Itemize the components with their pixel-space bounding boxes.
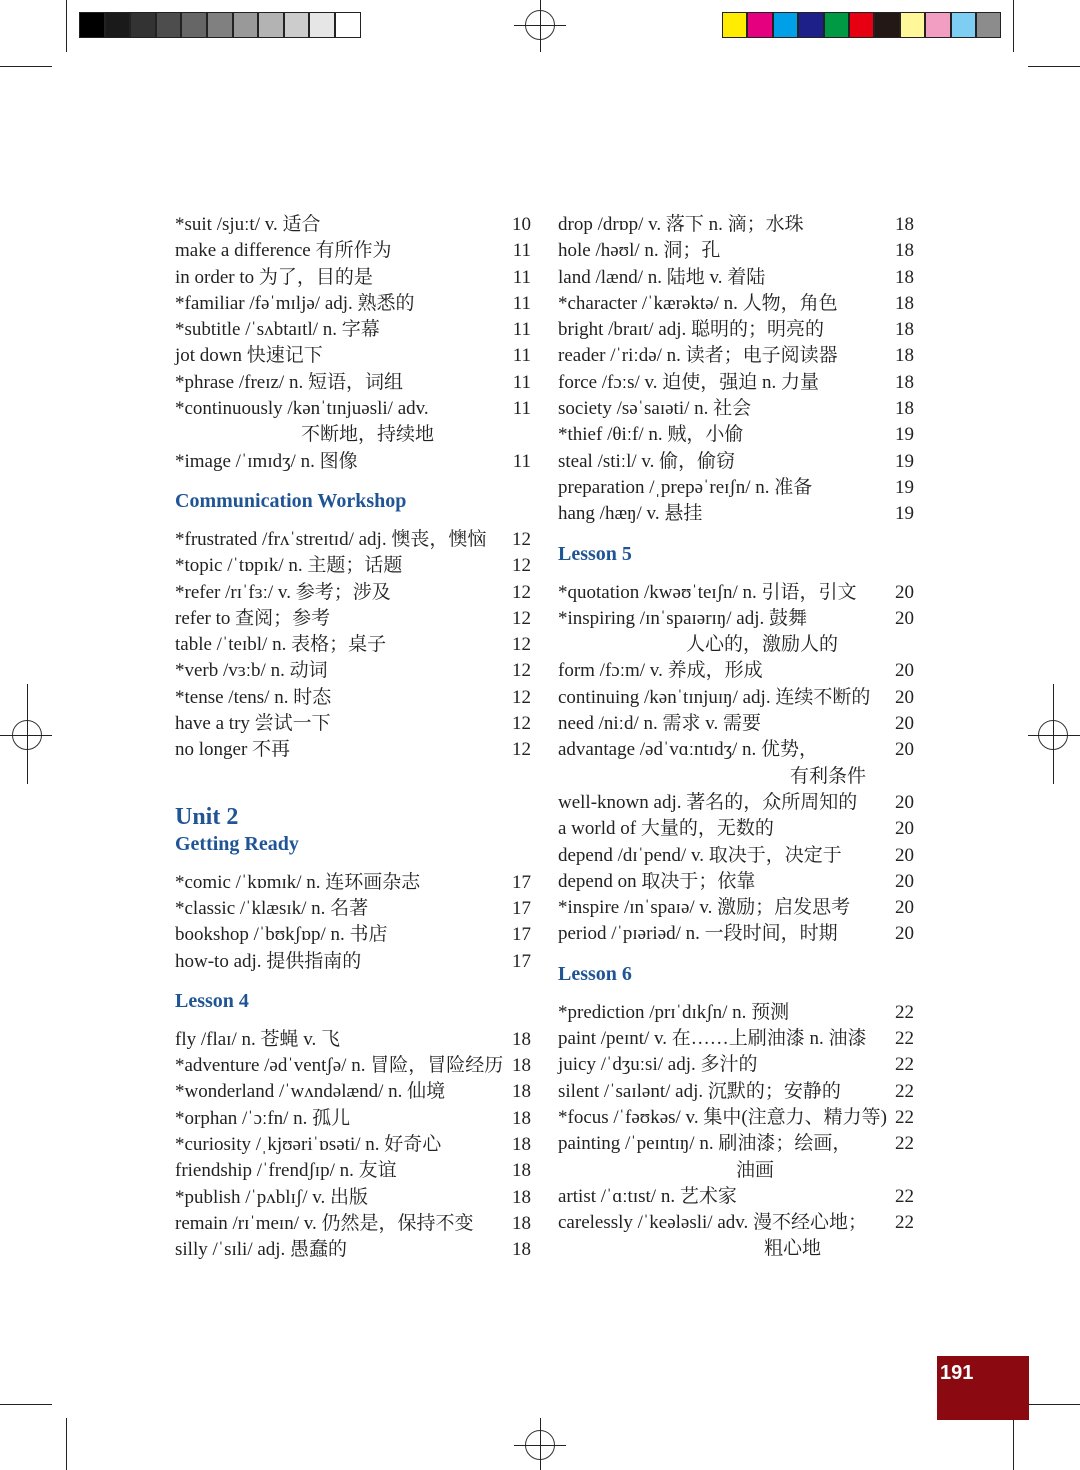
- glossary-entry: [175, 737, 531, 763]
- color-swatch: [900, 12, 925, 38]
- spacer: [558, 528, 914, 541]
- glossary-entry: [558, 1210, 914, 1236]
- page-ref: 17: [512, 950, 531, 972]
- spacer: [175, 975, 531, 988]
- glossary-entry: [558, 790, 914, 816]
- glossary-entry: [175, 1237, 531, 1263]
- crop-mark: [0, 66, 52, 67]
- glossary-entry: [175, 212, 531, 238]
- page-ref: 18: [512, 1107, 531, 1129]
- entry-text: painting /ˈpeɪntɪŋ/ n. 刷油漆；绘画，: [558, 1133, 852, 1155]
- page-ref: 12: [512, 555, 531, 577]
- entry-text: depend /dɪˈpend/ v. 取决于，决定于: [558, 844, 842, 866]
- entry-text: 有利条件: [790, 765, 867, 787]
- section-heading: Lesson 4: [175, 989, 249, 1012]
- page-ref: 11: [512, 371, 531, 393]
- entry-text: society /səˈsaɪəti/ n. 社会: [558, 398, 752, 420]
- entry-text: friendship /ˈfrendʃɪp/ n. 友谊: [175, 1160, 397, 1182]
- entry-text: *refer /rɪˈfɜː/ v. 参考；涉及: [175, 581, 391, 603]
- spacer: [175, 475, 531, 488]
- glossary-left-column: [175, 212, 531, 1264]
- page-ref: 12: [512, 607, 531, 629]
- glossary-entry: [558, 343, 914, 369]
- entry-text: *verb /vɜːb/ n. 动词: [175, 660, 328, 682]
- page-ref: 12: [512, 686, 531, 708]
- entry-text: continuing /kənˈtɪnjuɪŋ/ adj. 连续不断的: [558, 686, 871, 708]
- page-ref: 11: [512, 240, 531, 262]
- glossary-entry: [175, 1185, 531, 1211]
- glossary-entry: [558, 658, 914, 684]
- glossary-entry: [175, 291, 531, 317]
- crop-mark: [0, 1404, 52, 1405]
- section-heading: Getting Ready: [175, 832, 299, 855]
- entry-text: 粗心地: [764, 1238, 822, 1260]
- glossary-entry-continuation: [558, 632, 914, 658]
- page-ref: 11: [512, 345, 531, 367]
- spacer: [558, 567, 914, 580]
- glossary-entry: [175, 870, 531, 896]
- color-swatch: [722, 12, 747, 38]
- color-swatch: [824, 12, 849, 38]
- color-swatch: [130, 12, 156, 38]
- page-ref: 18: [512, 1081, 531, 1103]
- page-ref: 18: [512, 1160, 531, 1182]
- page-ref: 18: [512, 1028, 531, 1050]
- entry-text: *focus /ˈfəʊkəs/ v. 集中(注意力、精力等): [558, 1106, 887, 1128]
- glossary-entry: [558, 921, 914, 947]
- glossary-entry: [558, 238, 914, 264]
- page-ref: 11: [512, 398, 531, 420]
- glossary-entry-continuation: [558, 1158, 914, 1184]
- page-ref: 18: [895, 266, 914, 288]
- glossary-entry: [558, 1000, 914, 1026]
- registration-line: [27, 684, 28, 784]
- page-ref: 22: [895, 1054, 914, 1076]
- page-ref: 20: [895, 818, 914, 840]
- page-ref: 22: [895, 1028, 914, 1050]
- glossary-entry: [558, 422, 914, 448]
- entry-text: how-to adj. 提供指南的: [175, 950, 362, 972]
- entry-text: *thief /θiːf/ n. 贼，小偷: [558, 424, 744, 446]
- page-ref: 20: [895, 923, 914, 945]
- glossary-entry: [175, 632, 531, 658]
- entry-text: *comic /ˈkɒmɪk/ n. 连环画杂志: [175, 871, 421, 893]
- entry-text: *continuously /kənˈtɪnjuəsli/ adv.: [175, 398, 429, 420]
- entry-text: a world of 大量的，无数的: [558, 818, 774, 840]
- entry-text: make a difference 有所作为: [175, 240, 392, 262]
- page-ref: 11: [512, 266, 531, 288]
- page-ref: 18: [512, 1055, 531, 1077]
- page-ref: 20: [895, 897, 914, 919]
- page-ref: 18: [512, 1239, 531, 1261]
- glossary-entry: [175, 1053, 531, 1079]
- glossary-entry: [558, 1026, 914, 1052]
- page-ref: 20: [895, 870, 914, 892]
- glossary-entry: [558, 711, 914, 737]
- color-swatch: [976, 12, 1001, 38]
- page-ref: 20: [895, 713, 914, 735]
- entry-text: *topic /ˈtɒpɪk/ n. 主题；话题: [175, 555, 403, 577]
- entry-text: *adventure /ədˈventʃə/ n. 冒险，冒险经历: [175, 1055, 504, 1077]
- entry-text: table /ˈteɪbl/ n. 表格；桌子: [175, 634, 387, 656]
- color-swatch: [284, 12, 310, 38]
- glossary-entry: [558, 869, 914, 895]
- entry-text: 人心的，激励人的: [686, 634, 839, 656]
- page-ref: 17: [512, 871, 531, 893]
- glossary-entry-continuation: [558, 764, 914, 790]
- entry-text: refer to 查阅；参考: [175, 607, 331, 629]
- entry-text: *image /ˈɪmɪdʒ/ n. 图像: [175, 450, 358, 472]
- entry-text: *frustrated /frʌˈstreɪtɪd/ adj. 懊丧，懊恼: [175, 528, 487, 550]
- entry-text: *character /ˈkærəktə/ n. 人物，角色: [558, 292, 838, 314]
- unit-title: Unit 2: [175, 803, 239, 830]
- page-ref: 20: [895, 739, 914, 761]
- entry-text: *publish /ˈpʌblɪʃ/ v. 出版: [175, 1186, 368, 1208]
- page-ref: 19: [895, 450, 914, 472]
- entry-text: 油画: [736, 1159, 775, 1181]
- glossary-entry: [558, 1052, 914, 1078]
- glossary-entry: [175, 396, 531, 422]
- color-swatch: [309, 12, 335, 38]
- page-ref: 18: [895, 292, 914, 314]
- entry-text: jot down 快速记下: [175, 345, 323, 367]
- page-ref: 20: [895, 660, 914, 682]
- glossary-entry: [175, 685, 531, 711]
- glossary-entry: [175, 238, 531, 264]
- glossary-entry: [558, 265, 914, 291]
- glossary-entry: [175, 922, 531, 948]
- entry-text: hole /həʊl/ n. 洞；孔: [558, 240, 721, 262]
- entry-text: remain /rɪˈmeɪn/ v. 仍然是，保持不变: [175, 1212, 474, 1234]
- page-ref: 18: [895, 345, 914, 367]
- page-ref: 18: [895, 214, 914, 235]
- page-ref: 22: [895, 1185, 914, 1207]
- page-ref: 18: [512, 1186, 531, 1208]
- page-ref: 20: [895, 791, 914, 813]
- glossary-entry: [558, 816, 914, 842]
- entry-text: bookshop /ˈbʊkʃɒp/ n. 书店: [175, 924, 388, 946]
- spacer: [558, 987, 914, 1000]
- page-ref: 22: [895, 1080, 914, 1102]
- glossary-entry: [558, 317, 914, 343]
- glossary-entry: [175, 711, 531, 737]
- registration-line: [540, 0, 541, 52]
- glossary-entry: [175, 1132, 531, 1158]
- entry-text: need /niːd/ n. 需求 v. 需要: [558, 713, 761, 735]
- entry-text: *quotation /kwəʊˈteɪʃn/ n. 引语，引文: [558, 581, 857, 603]
- page-ref: 17: [512, 924, 531, 946]
- glossary-entry: [175, 658, 531, 684]
- glossary-entry: [175, 580, 531, 606]
- entry-text: hang /hæŋ/ v. 悬挂: [558, 503, 703, 525]
- glossary-entry: [175, 1106, 531, 1132]
- glossary-entry: [558, 475, 914, 501]
- glossary-entry: [558, 1079, 914, 1105]
- page-ref: 22: [895, 1106, 914, 1128]
- glossary-entry: [558, 449, 914, 475]
- entry-text: *curiosity /ˌkjʊəriˈɒsəti/ n. 好奇心: [175, 1134, 442, 1156]
- entry-text: silent /ˈsaɪlənt/ adj. 沉默的；安静的: [558, 1080, 841, 1102]
- glossary-entry: [558, 1184, 914, 1210]
- glossary-entry: [558, 396, 914, 422]
- page-ref: 18: [895, 398, 914, 420]
- glossary-entry: [558, 895, 914, 921]
- section-heading: Communication Workshop: [175, 489, 407, 512]
- page-ref: 18: [512, 1134, 531, 1156]
- glossary-entry: [558, 501, 914, 527]
- glossary-entry: [175, 343, 531, 369]
- color-swatch: [79, 12, 105, 38]
- color-swatch: [747, 12, 772, 38]
- glossary-entry: [175, 265, 531, 291]
- page-ref: 20: [895, 686, 914, 708]
- entry-text: depend on 取决于；依靠: [558, 870, 756, 892]
- section-heading: Lesson 6: [558, 962, 632, 985]
- page-ref: 12: [512, 581, 531, 603]
- color-swatch: [181, 12, 207, 38]
- glossary-entry: [558, 606, 914, 632]
- color-swatch: [951, 12, 976, 38]
- page-ref: 22: [895, 1212, 914, 1234]
- color-swatch: [258, 12, 284, 38]
- page-ref: 22: [895, 1133, 914, 1155]
- entry-text: period /ˈpɪəriəd/ n. 一段时间，时期: [558, 923, 838, 945]
- spacer: [175, 514, 531, 527]
- glossary-entry: [175, 606, 531, 632]
- glossary-entry: [558, 580, 914, 606]
- spacer: [175, 777, 531, 790]
- section-heading: Lesson 5: [558, 542, 632, 565]
- color-swatch: [925, 12, 950, 38]
- entry-text: *orphan /ˈɔːfn/ n. 孤儿: [175, 1107, 351, 1129]
- entry-text: force /fɔːs/ v. 迫使，强迫 n. 力量: [558, 371, 820, 393]
- page-number: 191: [940, 1362, 974, 1384]
- spacer: [175, 857, 531, 870]
- page-ref: 18: [512, 1212, 531, 1234]
- entry-text: in order to 为了，目的是: [175, 266, 373, 288]
- entry-text: fly /flaɪ/ n. 苍蝇 v. 飞: [175, 1028, 340, 1050]
- entry-text: 不断地，持续地: [301, 424, 435, 446]
- glossary-entry: [175, 370, 531, 396]
- entry-text: form /fɔːm/ v. 养成，形成: [558, 660, 763, 682]
- page-ref: 18: [895, 319, 914, 341]
- glossary-entry: [175, 1027, 531, 1053]
- crop-mark: [1013, 1418, 1014, 1470]
- color-swatch: [105, 12, 131, 38]
- glossary-entry: [175, 449, 531, 475]
- registration-line: [1028, 735, 1080, 736]
- color-swatch: [156, 12, 182, 38]
- glossary-entry: [558, 737, 914, 763]
- entry-text: bright /braɪt/ adj. 聪明的；明亮的: [558, 319, 824, 341]
- entry-text: well-known adj. 著名的，众所周知的: [558, 791, 858, 813]
- page-ref: 18: [895, 371, 914, 393]
- color-swatch: [207, 12, 233, 38]
- glossary-entry: [175, 527, 531, 553]
- color-swatch: [233, 12, 259, 38]
- crop-mark: [1028, 66, 1080, 67]
- spacer: [558, 948, 914, 961]
- color-swatch: [335, 12, 361, 38]
- page-ref: 11: [512, 319, 531, 341]
- entry-text: *inspire /ɪnˈspaɪə/ v. 激励；启发思考: [558, 897, 851, 919]
- page-ref: 12: [512, 634, 531, 656]
- page-ref: 19: [895, 476, 914, 498]
- page-ref: 20: [895, 844, 914, 866]
- glossary-entry: [558, 1131, 914, 1157]
- page-ref: 18: [895, 240, 914, 262]
- page-number-tab: [937, 1356, 1029, 1420]
- glossary-entry: [175, 1211, 531, 1237]
- glossary-entry: [175, 896, 531, 922]
- spacer: [175, 764, 531, 777]
- entry-text: *phrase /freɪz/ n. 短语，词组: [175, 371, 403, 393]
- crop-mark: [66, 0, 67, 52]
- entry-text: drop /drɒp/ v. 落下 n. 滴；水珠: [558, 214, 804, 235]
- entry-text: carelessly /ˈkeələsli/ adv. 漫不经心地；: [558, 1212, 868, 1234]
- glossary-entry: [558, 685, 914, 711]
- color-swatch: [798, 12, 823, 38]
- glossary-entry: [558, 1105, 914, 1131]
- entry-text: have a try 尝试一下: [175, 713, 331, 735]
- entry-text: silly /ˈsɪli/ adj. 愚蠢的: [175, 1239, 348, 1261]
- entry-text: *classic /ˈklæsɪk/ n. 名著: [175, 897, 369, 919]
- crop-mark: [1028, 1404, 1080, 1405]
- entry-text: *tense /tens/ n. 时态: [175, 686, 332, 708]
- page-ref: 17: [512, 897, 531, 919]
- entry-text: juicy /ˈdʒuːsi/ adj. 多汁的: [558, 1054, 758, 1076]
- entry-text: paint /peɪnt/ v. 在……上刷油漆 n. 油漆: [558, 1028, 867, 1050]
- page-ref: 22: [895, 1001, 914, 1023]
- page-ref: 12: [512, 739, 531, 761]
- registration-line: [0, 735, 52, 736]
- registration-line: [514, 1445, 566, 1446]
- entry-text: *suit /sjuːt/ v. 适合: [175, 214, 321, 235]
- crop-mark: [1013, 0, 1014, 52]
- page-ref: 19: [895, 424, 914, 446]
- glossary-entry: [558, 370, 914, 396]
- entry-text: land /lænd/ n. 陆地 v. 着陆: [558, 266, 766, 288]
- page-ref: 12: [512, 713, 531, 735]
- color-swatch: [874, 12, 899, 38]
- page-ref: 20: [895, 607, 914, 629]
- color-swatch: [773, 12, 798, 38]
- page-ref: 20: [895, 581, 914, 603]
- entry-text: *familiar /fəˈmɪljə/ adj. 熟悉的: [175, 292, 415, 314]
- entry-text: steal /stiːl/ v. 偷，偷窃: [558, 450, 736, 472]
- glossary-entry: [175, 1079, 531, 1105]
- page-ref: 12: [512, 528, 531, 550]
- glossary-right-column: [558, 212, 914, 1263]
- spacer: [175, 790, 531, 803]
- glossary-entry: [558, 291, 914, 317]
- glossary-entry: [175, 949, 531, 975]
- registration-line: [1053, 684, 1054, 784]
- page-ref: 11: [512, 292, 531, 314]
- glossary-entry: [175, 1158, 531, 1184]
- entry-text: *wonderland /ˈwʌndəlænd/ n. 仙境: [175, 1081, 446, 1103]
- glossary-entry: [558, 843, 914, 869]
- entry-text: *inspiring /ɪnˈspaɪərɪŋ/ adj. 鼓舞: [558, 607, 807, 629]
- glossary-entry: [558, 212, 914, 238]
- crop-mark: [66, 1418, 67, 1470]
- entry-text: advantage /ədˈvɑːntɪdʒ/ n. 优势，: [558, 739, 819, 761]
- page-ref: 10: [512, 214, 531, 235]
- entry-text: *prediction /prɪˈdɪkʃn/ n. 预测: [558, 1001, 790, 1023]
- entry-text: preparation /ˌprepəˈreɪʃn/ n. 准备: [558, 476, 813, 498]
- registration-line: [540, 1418, 541, 1470]
- entry-text: reader /ˈriːdə/ n. 读者；电子阅读器: [558, 345, 838, 367]
- glossary-entry-continuation: [558, 1236, 914, 1262]
- page-ref: 19: [895, 503, 914, 525]
- spacer: [175, 1014, 531, 1027]
- page-ref: 12: [512, 660, 531, 682]
- glossary-entry: [175, 317, 531, 343]
- page-ref: 11: [512, 450, 531, 472]
- color-swatch: [849, 12, 874, 38]
- entry-text: artist /ˈɑːtɪst/ n. 艺术家: [558, 1185, 737, 1207]
- glossary-entry: [175, 553, 531, 579]
- glossary-entry-continuation: [175, 422, 531, 448]
- registration-line: [514, 25, 566, 26]
- entry-text: no longer 不再: [175, 739, 291, 761]
- entry-text: *subtitle /ˈsʌbtaɪtl/ n. 字幕: [175, 319, 380, 341]
